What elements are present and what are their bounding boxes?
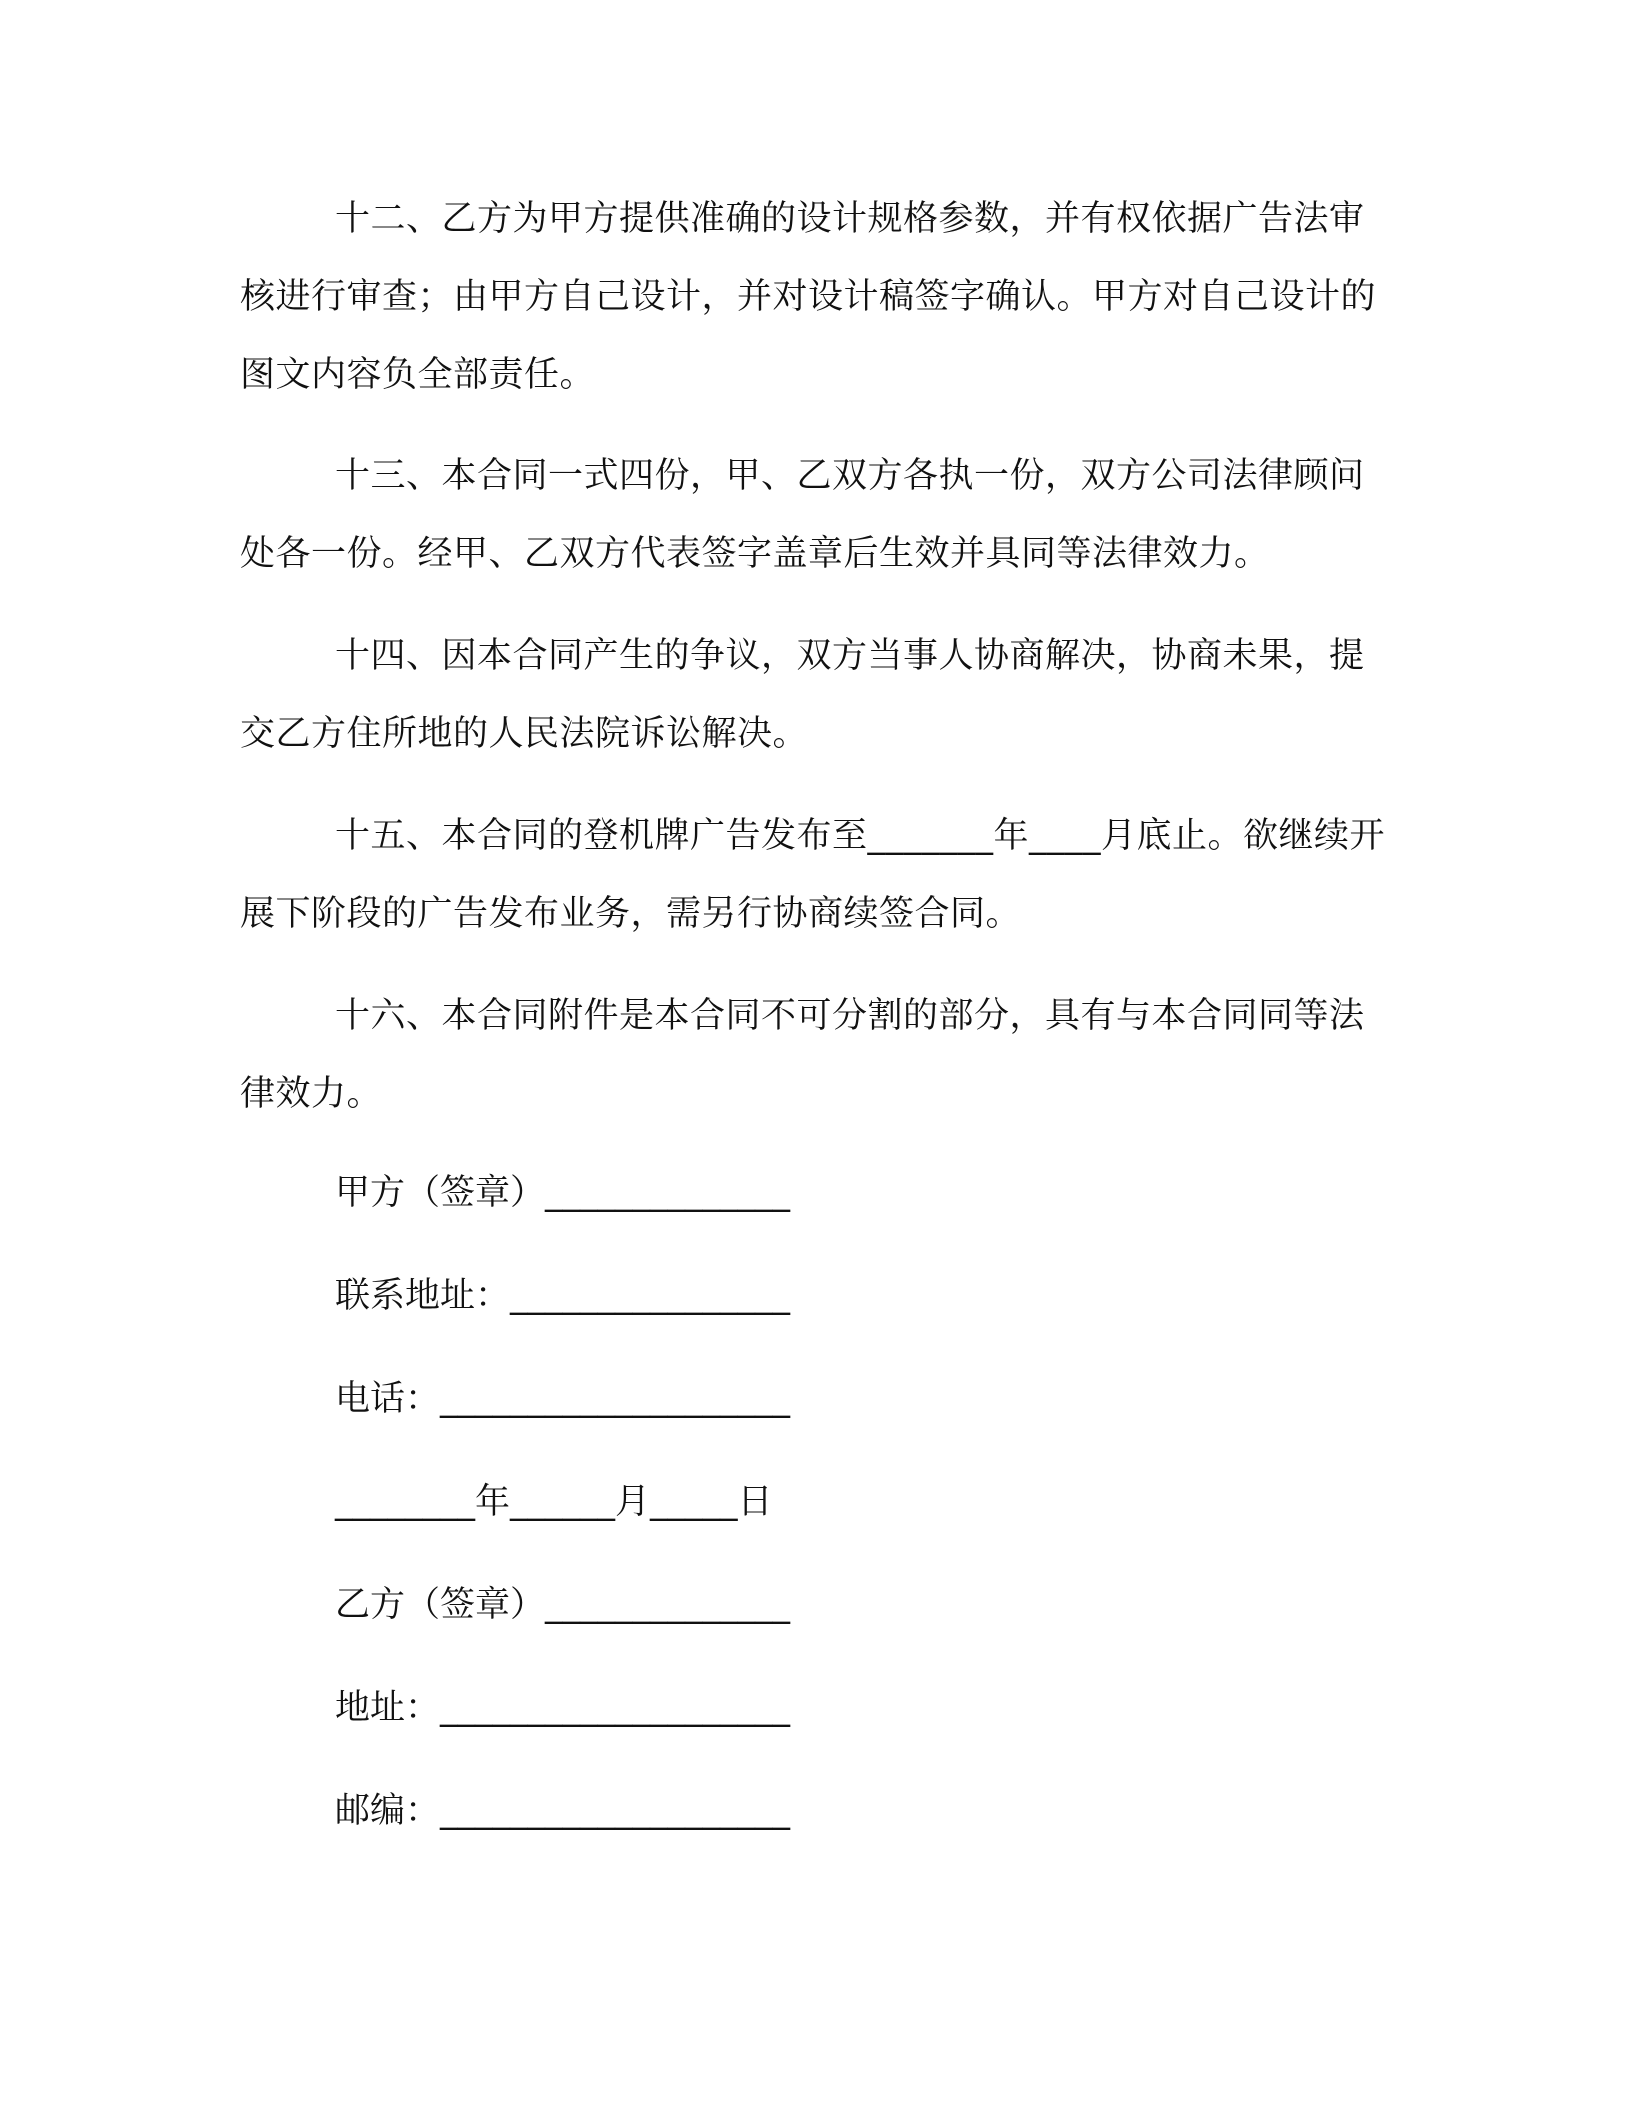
clause-13: 十三、本合同一式四份，甲、乙双方各执一份，双方公司法律顾问处各一份。经甲、乙双方代表签字盖章后生效并具同等法律效力。 xyxy=(240,456,1365,574)
postcode-line: 邮编：____________________ xyxy=(335,1791,791,1831)
clause-16: 十六、本合同附件是本合同不可分割的部分，具有与本合同同等法律效力。 xyxy=(240,996,1365,1114)
party-b-signature-line: 乙方（签章）______________ xyxy=(335,1585,791,1625)
clause-12: 十二、乙方为甲方提供准确的设计规格参数，并有权依据广告法审核进行审查；由甲方自己设计，并对设计稿签字确认。甲方对自己设计的图文内容负全部责任。 xyxy=(240,199,1377,395)
contact-address-line: 联系地址：________________ xyxy=(335,1276,791,1316)
address-line: 地址：____________________ xyxy=(335,1688,791,1728)
party-a-signature-line: 甲方（签章）______________ xyxy=(335,1173,791,1213)
date-line: ________年______月_____日 xyxy=(335,1482,773,1522)
clause-14: 十四、因本合同产生的争议，双方当事人协商解决，协商未果，提交乙方住所地的人民法院诉讼解决。 xyxy=(240,636,1365,754)
clause-15: 十五、本合同的登机牌广告发布至_______年____月底止。欲继续开展下阶段的广告发布业务，需另行协商续签合同。 xyxy=(240,816,1386,934)
phone-line: 电话：____________________ xyxy=(335,1379,791,1419)
